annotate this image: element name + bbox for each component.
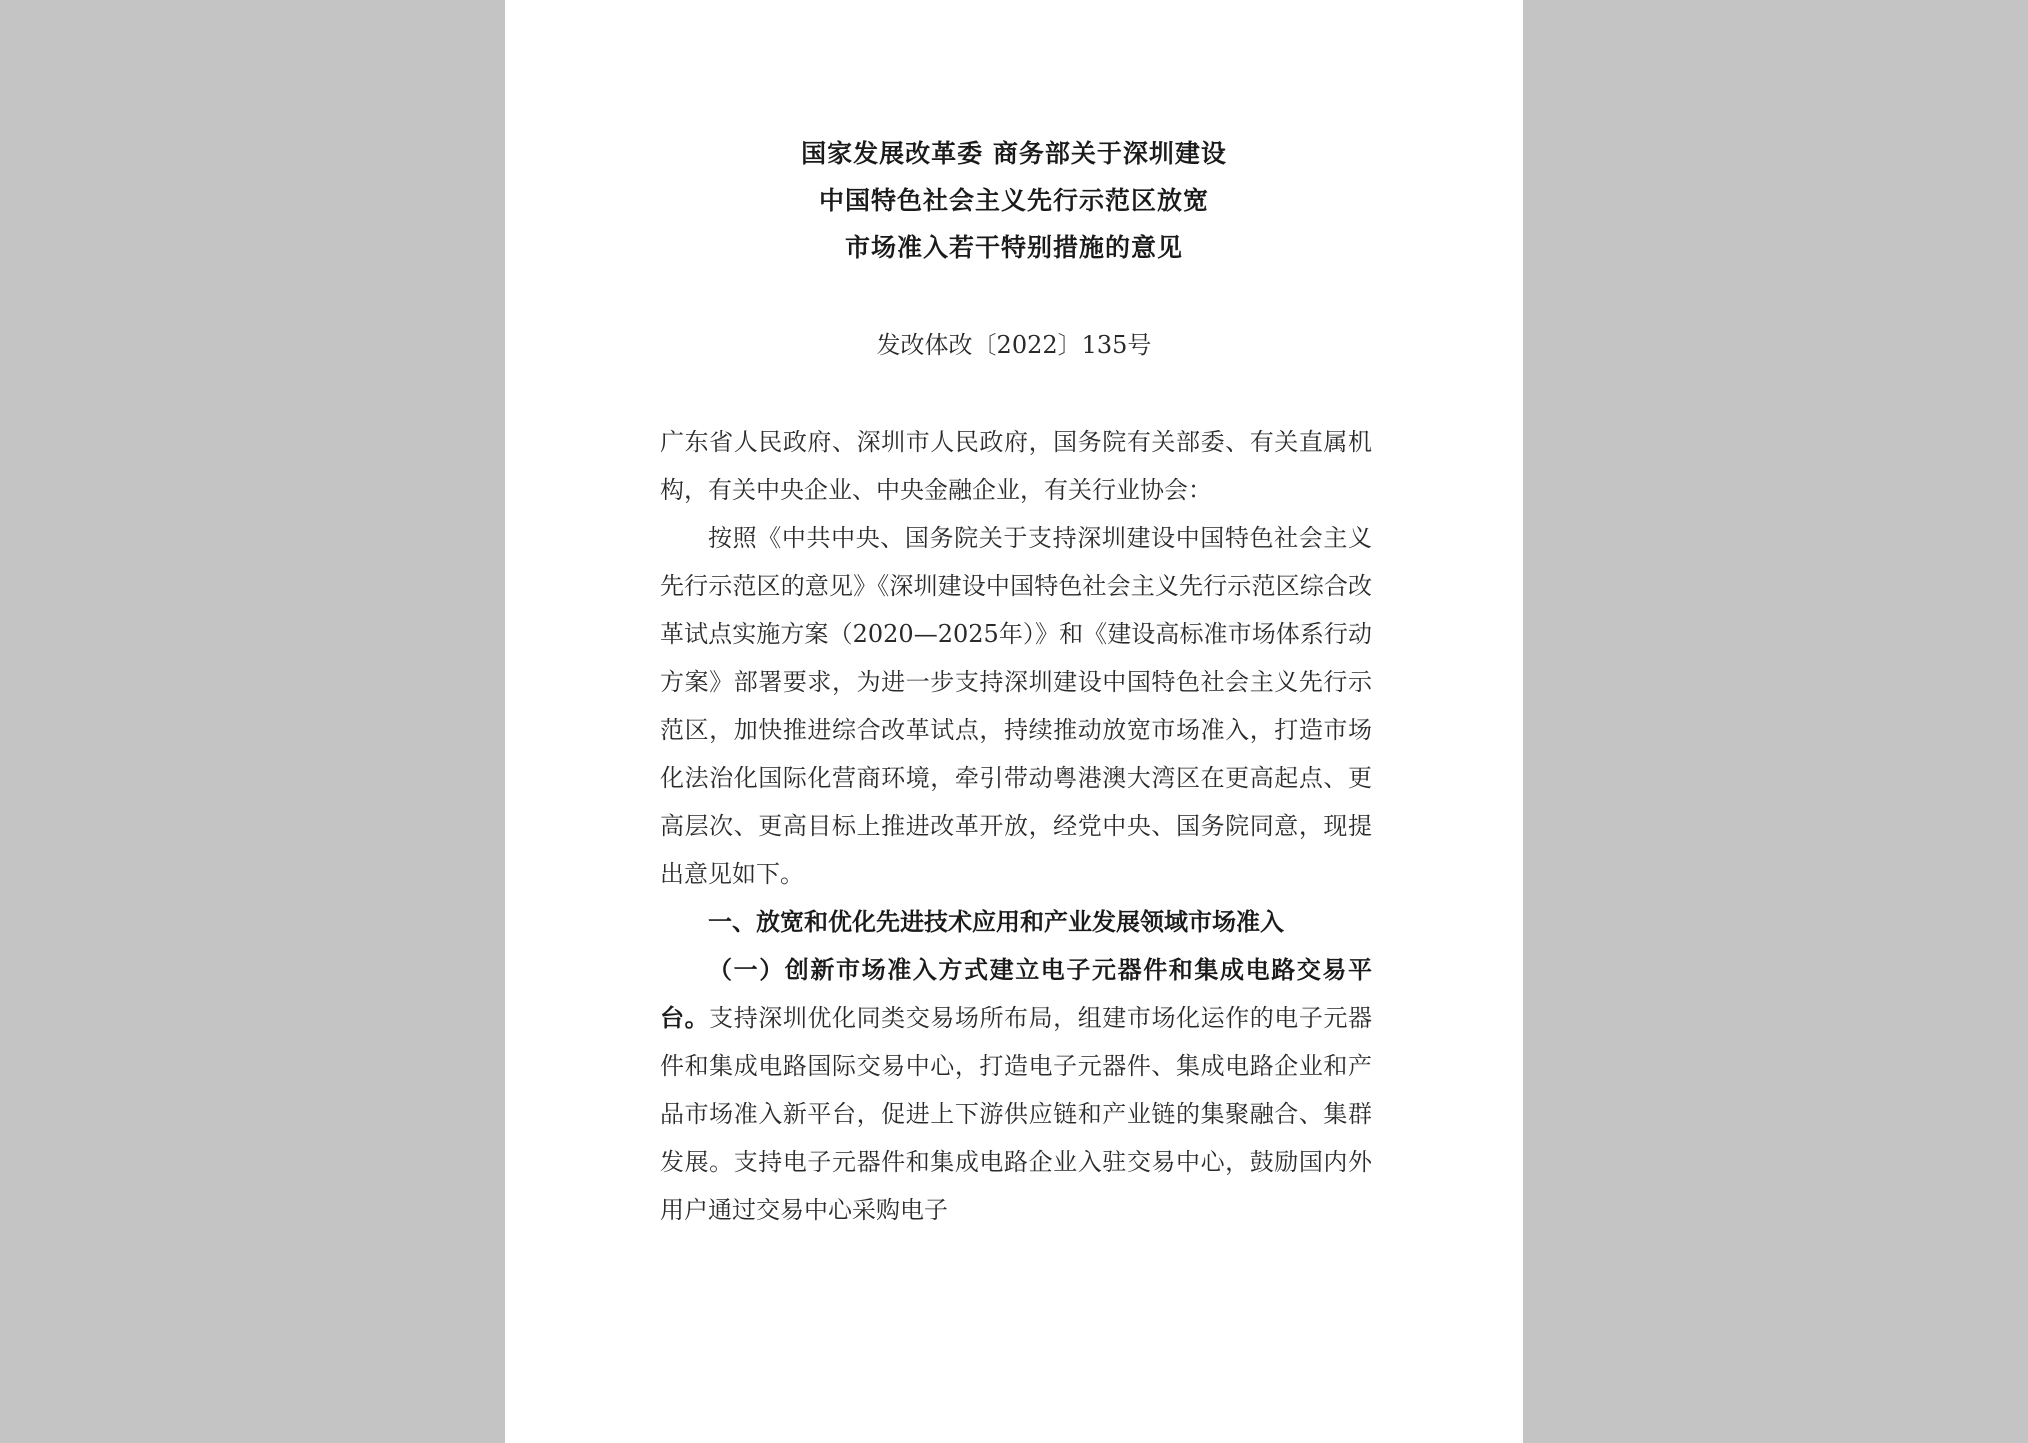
section-heading: 一、放宽和优化先进技术应用和产业发展领域市场准入 bbox=[708, 908, 1284, 936]
item1-body: 支持深圳优化同类交易场所布局，组建市场化运作的电子元器件和集成电路国际交易中心，打造电子元器件、集成电路企业和产品市场准入新平台，促进上下游供应链和产业链的集聚融合、集群发展。支持电子元器件和集成电路企业入驻交易中心，鼓励国内外用户通过交易中心采购电子 bbox=[660, 1004, 1373, 1224]
addressee-paragraph: 广东省人民政府、深圳市人民政府，国务院有关部委、有关直属机构，有关中央企业、中央金融企业，有关行业协会： bbox=[660, 428, 1372, 504]
document-number: 发改体改〔2022〕135号 bbox=[876, 331, 1152, 359]
item1-heading: （一）创新市场准入方式建立电子元器件和集成电路交易平台。 bbox=[660, 956, 1372, 1032]
document-body bbox=[660, 418, 1372, 1234]
title-line-1: 国家发展改革委 商务部关于深圳建设 bbox=[801, 139, 1227, 168]
item1-paragraph bbox=[660, 946, 1372, 1234]
title-line-3: 市场准入若干特别措施的意见 bbox=[844, 233, 1183, 262]
intro-paragraph: 按照《中共中央、国务院关于支持深圳建设中国特色社会主义先行示范区的意见》《深圳建设中国特色社会主义先行示范区综合改革试点实施方案（2020—2025年）》和《建设高标准市场体系行动方案》部署要求，为进一步支持深圳建设中国特色社会主义先行示范区，加快推进综合改革试点，持续推动放宽市场准入，打造市场化法治化国际化营商环境，牵引带动粤港澳大湾区在更高起点、更高层次、更高目标上推进改革开放，经党中央、国务院同意，现提出意见如下。 bbox=[660, 524, 1372, 888]
document-title bbox=[505, 130, 1523, 271]
document-page bbox=[505, 0, 1523, 1443]
title-line-2: 中国特色社会主义先行示范区放宽 bbox=[818, 186, 1209, 215]
